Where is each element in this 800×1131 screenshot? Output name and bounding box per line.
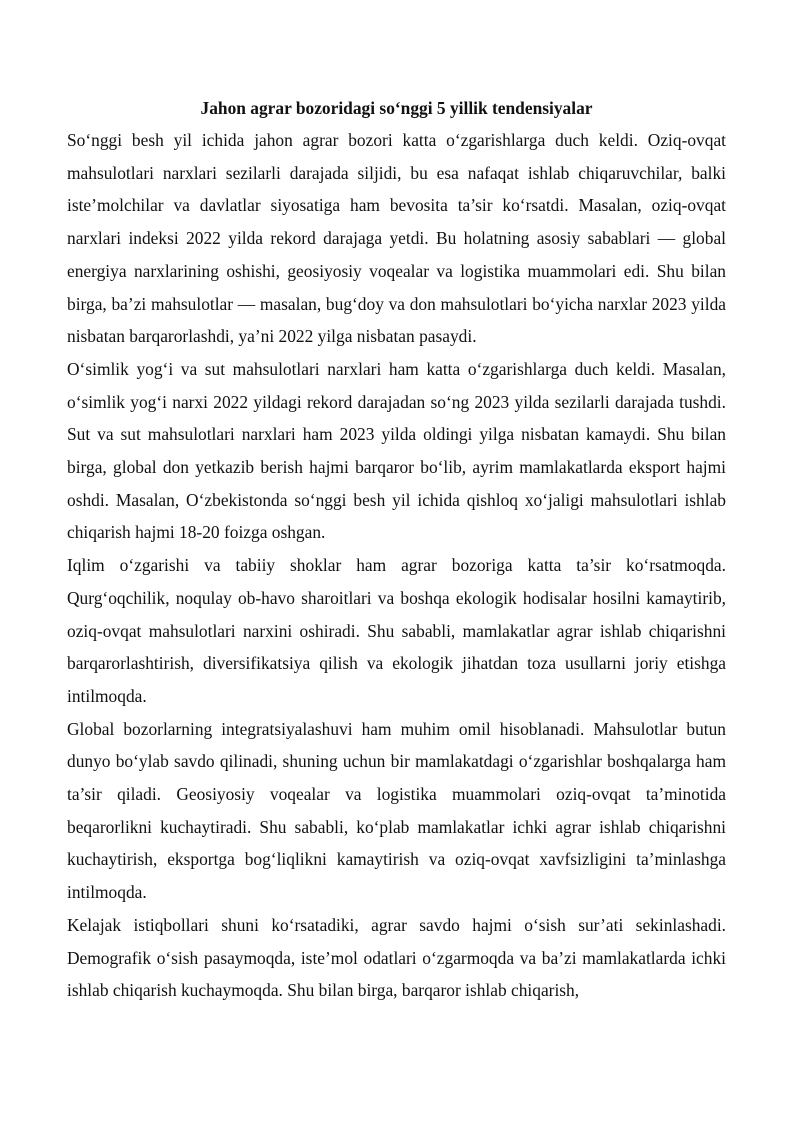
paragraph-4: Global bozorlarning integratsiyalashuvi ham muhim omil hisoblanadi. Mahsulotlar butun dunyo bo‘ylab savdo qilinadi, shuning uchun bir mamlakatdagi o‘zgarishlar boshqalarga ham ta’sir qiladi. Geosiyosiy voqealar va logistika muammolari oziq-ovqat ta’minotida beqarorlikni kuchaytiradi. Shu sababli, ko‘plab mamlakatlar ichki agrar ishlab chiqarishni kuchaytirish, eksportga bog‘liqlikni kamaytirish va oziq-ovqat xavfsizligini ta’minlashga intilmoqda. xyxy=(67,718,726,903)
paragraph-1: So‘nggi besh yil ichida jahon agrar bozori katta o‘zgarishlarga duch keldi. Oziq-ovqat mahsulotlari narxlari sezilarli darajada siljidi, bu esa nafaqat ishlab chiqaruvchilar, balki iste’molchilar va davlatlar siyosatiga ham bevosita ta’sir ko‘rsatdi. Masalan, oziq-ovqat narxlari indeksi 2022 yilda rekord darajaga yetdi. Bu holatning asosiy sabablari — global energiya narxlarining oshishi, geosiyosiy voqealar va logistika muammolari edi. Shu bilan birga, ba’zi mahsulotlar — masalan, bug‘doy va don mahsulotlari bo‘yicha narxlar 2023 yilda nisbatan barqarorlashdi, ya’ni 2022 yilga nisbatan pasaydi. xyxy=(67,130,726,347)
paragraph-2: O‘simlik yog‘i va sut mahsulotlari narxlari ham katta o‘zgarishlarga duch keldi. Masalan, o‘simlik yog‘i narxi 2022 yildagi rekord darajadan so‘ng 2023 yilda sezilarli darajada tushdi. Sut va sut mahsulotlari narxlari ham 2023 yilda oldingi yilga nisbatan kamaydi. Shu bilan birga, global don yetkazib berish hajmi barqaror bo‘lib, ayrim mamlakatlarda eksport hajmi oshdi. Masalan, O‘zbekistonda so‘nggi besh yil ichida qishloq xo‘jaligi mahsulotlari ishlab chiqarish hajmi 18-20 foizga oshgan. xyxy=(67,358,726,543)
document-page xyxy=(67,92,726,1007)
paragraph-3: Iqlim o‘zgarishi va tabiiy shoklar ham agrar bozoriga katta ta’sir ko‘rsatmoqda. Qurg‘oqchilik, noqulay ob-havo sharoitlari va boshqa ekologik hodisalar hosilni kamaytirib, oziq-ovqat mahsulotlari narxini oshiradi. Shu sababli, mamlakatlar agrar ishlab chiqarishni barqarorlashtirish, diversifikatsiya qilish va ekologik jihatdan toza usullarni joriy etishga intilmoqda. xyxy=(67,555,726,706)
document-title: Jahon agrar bozoridagi so‘nggi 5 yillik tendensiyalar xyxy=(200,98,593,118)
paragraph-5: Kelajak istiqbollari shuni ko‘rsatadiki, agrar savdo hajmi o‘sish sur’ati sekinlashadi. Demografik o‘sish pasaymoqda, iste’mol odatlari o‘zgarmoqda va ba’zi mamlakatlarda ichki ishlab chiqarish kuchaymoqda. Shu bilan birga, barqaror ishlab chiqarish, xyxy=(67,914,726,1001)
